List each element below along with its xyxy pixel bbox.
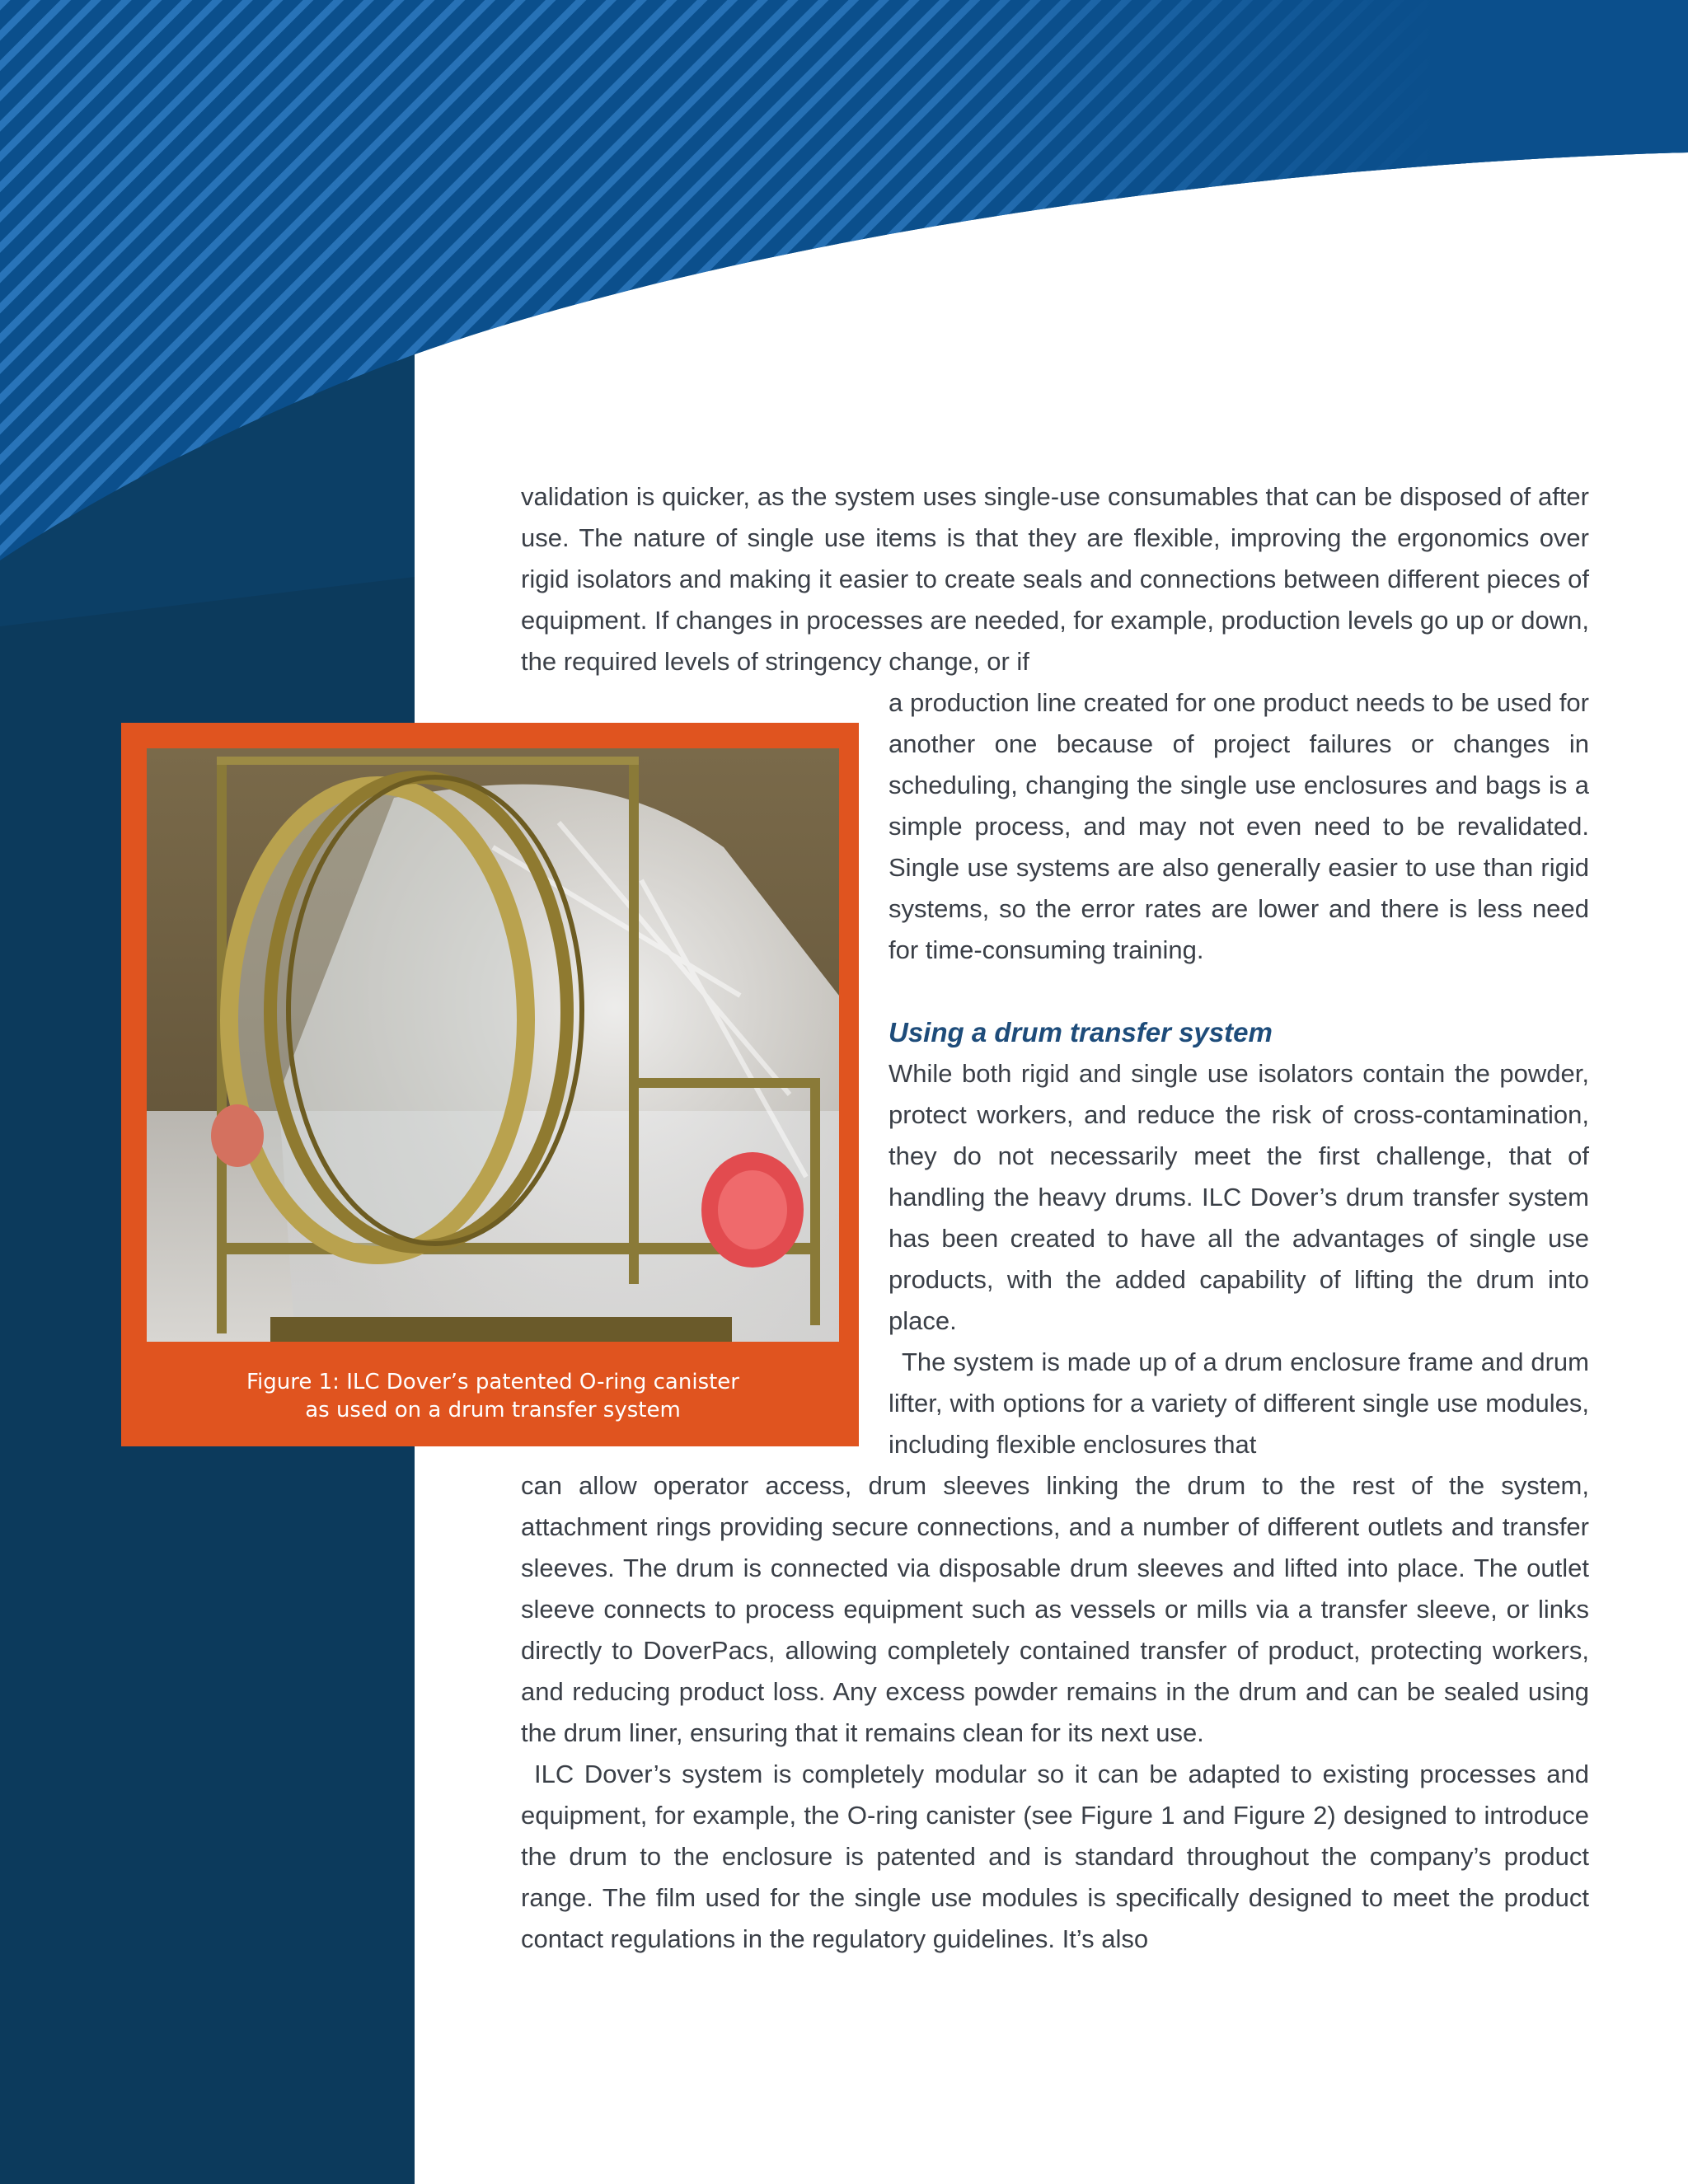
paragraph-system-intro: The system is made up of a drum enclosure frame and drum lifter, with options for a variety of different single use modules, including flexible enclosures that (889, 1347, 1589, 1459)
caption-line-2: as used on a drum transfer system (305, 1398, 681, 1422)
figure-caption (147, 1368, 839, 1424)
article-column-top (521, 476, 1589, 682)
article-column-right (889, 682, 1589, 1465)
paragraph-validation: validation is quicker, as the system uses single-use consumables that can be disposed of after use. The nature of single use items is that they are flexible, improving the ergonomics over rigid isolators and making it easier to create seals and connections between different pieces of equipment. If changes in processes are needed, for example, production levels go up or down, the required levels of stringency change, or if (521, 482, 1589, 676)
caption-line-1: Figure 1: ILC Dover’s patented O-ring canister (246, 1370, 739, 1394)
paragraph-modular: ILC Dover’s system is completely modular so it can be adapted to existing processes and equipment, for example, the O-ring canister (see Figure 1 and Figure 2) designed to introduce the drum to the enclosure is patented and is standard throughout the company’s product range. The film used for the single use modules is specifically designed to meet the product contact regulations in the regulatory guidelines. It’s also (521, 1760, 1589, 1953)
paragraph-system-details: can allow operator access, drum sleeves linking the drum to the rest of the system, attachment rings providing secure connections, and a number of different outlets and transfer sleeves. The drum is connected via disposable drum sleeves and lifted into place. The outlet sleeve connects to process equipment such as vessels or mills via a transfer sleeve, or links directly to DoverPacs, allowing completely contained transfer of product, protecting workers, and reducing product loss. Any excess powder remains in the drum and can be sealed using the drum liner, ensuring that it remains clean for its next use. (521, 1471, 1589, 1747)
article-column-bottom (521, 1465, 1589, 1960)
paragraph-isolators: While both rigid and single use isolators contain the powder, protect workers, and reduce the risk of cross-contamination, they do not necessarily meet the first challenge, that of handling the heavy drums. ILC Dover’s drum transfer system has been created to have all the advantages of single use products, with the added capability of lifting the drum into place. (889, 1059, 1589, 1335)
figure-photo (147, 748, 839, 1342)
section-heading: Using a drum transfer system (889, 1017, 1273, 1047)
paragraph-production-line: a production line created for one product needs to be used for another one because of project failures or changes in scheduling, changing the single use enclosures and bags is a simple process, and may not even need to be revalidated. Single use systems are also generally easier to use than rigid systems, so the error rates are lower and there is less need for time-consuming training. (889, 688, 1589, 964)
